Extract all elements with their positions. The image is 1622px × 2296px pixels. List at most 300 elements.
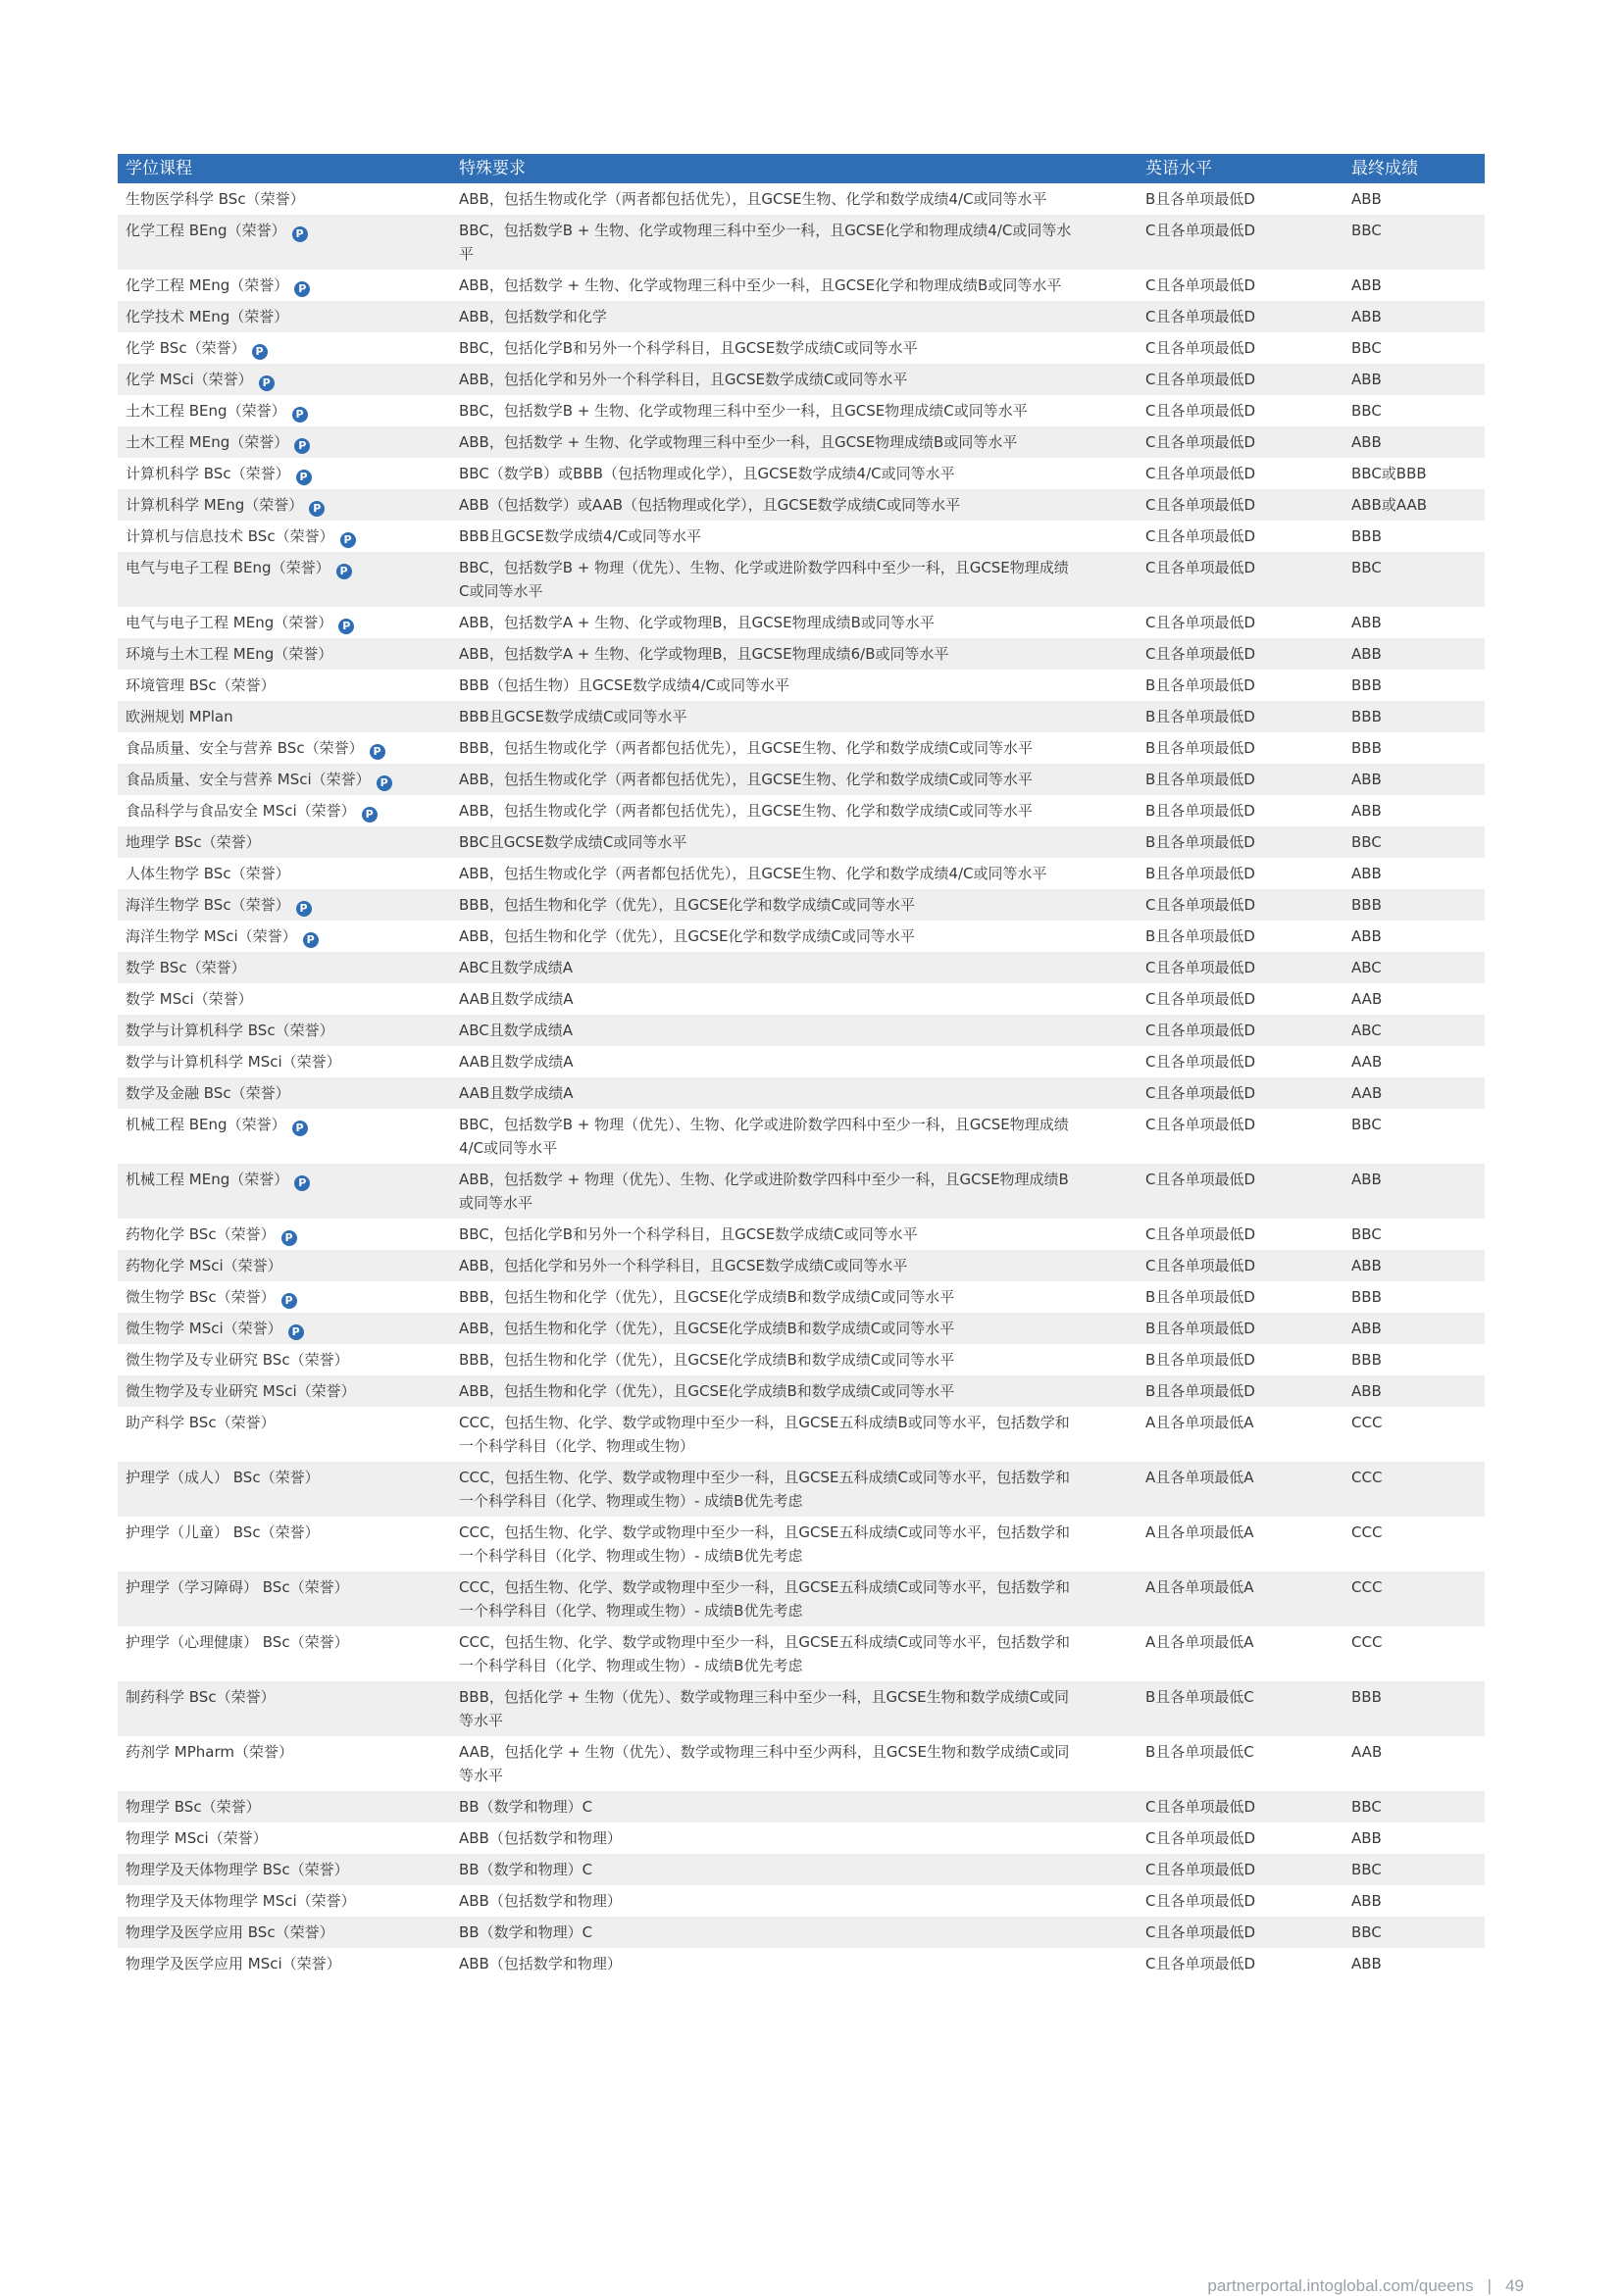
requirement-cell [451,1917,1138,1948]
pathway-p-icon: P [294,438,310,454]
final-grade-cell [1343,1077,1485,1109]
english-level-cell-text: C且各单项最低D [1145,1084,1256,1102]
course-cell-text: 化学 BSc（荣誉） [126,339,246,357]
requirement-cell [451,1109,1138,1164]
table-row [118,1281,1485,1313]
pathway-p-icon: P [296,901,312,917]
english-level-cell [1138,952,1343,983]
requirement-cell-text: BBB且GCSE数学成绩4/C或同等水平 [459,527,702,545]
requirement-cell [451,1375,1138,1407]
final-grade-cell-text: BBC [1351,339,1382,357]
table-row [118,983,1485,1015]
table-row [118,1791,1485,1822]
final-grade-cell-text: CCC [1351,1469,1383,1486]
requirement-cell-text: ABB，包括生物和化学（优先），且GCSE化学成绩B和数学成绩C或同等水平 [459,1382,955,1400]
english-level-cell-text: B且各单项最低D [1145,190,1255,208]
table-row [118,1736,1485,1791]
table-row [118,1517,1485,1572]
page-number: 49 [1505,2276,1524,2295]
requirement-cell-text: ABB，包括数学和化学 [459,308,607,325]
english-level-cell-text: C且各单项最低D [1145,896,1256,914]
requirement-cell-text: ABC且数学成绩A [459,1022,574,1039]
english-level-cell [1138,1313,1343,1344]
english-level-cell [1138,1572,1343,1626]
english-level-cell [1138,1822,1343,1854]
course-cell [118,1375,451,1407]
course-cell [118,183,451,215]
requirement-cell [451,552,1138,607]
requirement-cell-text: ABB，包括生物或化学（两者都包括优先），且GCSE生物、化学和数学成绩4/C或同等水平 [459,190,1047,208]
final-grade-cell-text: ABB [1351,371,1382,388]
table-row [118,1109,1485,1164]
final-grade-cell [1343,1219,1485,1250]
course-cell-text: 物理学及天体物理学 BSc（荣誉） [126,1861,349,1878]
english-level-cell [1138,1917,1343,1948]
english-level-cell-text: C且各单项最低D [1145,1829,1256,1847]
english-level-cell-text: B且各单项最低D [1145,739,1255,757]
requirement-cell [451,395,1138,426]
header-course: 学位课程 [118,154,451,183]
english-level-cell [1138,858,1343,889]
final-grade-cell-text: BBC [1351,559,1382,576]
table-row [118,889,1485,921]
english-level-cell [1138,332,1343,364]
requirement-cell [451,426,1138,458]
final-grade-cell-text: ABB [1351,1382,1382,1400]
course-cell [118,301,451,332]
course-cell [118,270,451,301]
requirement-cell-text: ABB，包括数学 + 物理（优先）、生物、化学或进阶数学四科中至少一科，且GCSE物理成绩B或同等水平 [459,1171,1069,1212]
final-grade-cell [1343,1517,1485,1572]
table-row [118,826,1485,858]
english-level-cell-text: A且各单项最低A [1145,1523,1254,1541]
table-row [118,332,1485,364]
final-grade-cell-text: BBB [1351,676,1382,694]
course-cell [118,1407,451,1462]
english-level-cell-text: C且各单项最低D [1145,1053,1256,1071]
requirement-cell-text: AAB且数学成绩A [459,1053,574,1071]
final-grade-cell [1343,607,1485,638]
final-grade-cell [1343,858,1485,889]
header-special-requirements: 特殊要求 [451,154,1138,183]
final-grade-cell-text: BBC [1351,1923,1382,1941]
english-level-cell [1138,764,1343,795]
pathway-p-icon: P [370,744,385,760]
pathway-p-icon: P [377,775,392,791]
english-level-cell-text: C且各单项最低D [1145,1955,1256,1972]
footer-url[interactable]: partnerportal.intoglobal.com/queens [1207,2276,1474,2295]
requirement-cell [451,1572,1138,1626]
english-level-cell [1138,670,1343,701]
course-cell [118,1917,451,1948]
course-cell-text: 微生物学 BSc（荣誉） [126,1288,276,1306]
requirement-cell [451,701,1138,732]
course-cell [118,952,451,983]
course-table-container [118,154,1485,1979]
english-level-cell-text: B且各单项最低D [1145,708,1255,725]
requirement-cell [451,332,1138,364]
course-cell-text: 助产科学 BSc（荣誉） [126,1414,276,1431]
english-level-cell-text: B且各单项最低D [1145,833,1255,851]
table-row [118,1344,1485,1375]
table-row [118,670,1485,701]
english-level-cell-text: B且各单项最低C [1145,1688,1254,1706]
table-row [118,921,1485,952]
final-grade-cell-text: ABC [1351,959,1382,976]
course-cell-text: 微生物学及专业研究 BSc（荣誉） [126,1351,349,1369]
course-cell [118,670,451,701]
english-level-cell [1138,521,1343,552]
english-level-cell [1138,1948,1343,1979]
final-grade-cell-text: ABB [1351,927,1382,945]
course-cell [118,1791,451,1822]
course-cell-text: 土木工程 BEng（荣誉） [126,402,286,420]
requirement-cell [451,921,1138,952]
final-grade-cell-text: ABB [1351,645,1382,663]
requirement-cell [451,1791,1138,1822]
english-level-cell [1138,215,1343,270]
final-grade-cell-text: BBB [1351,739,1382,757]
final-grade-cell [1343,1313,1485,1344]
requirement-cell-text: BBB（包括生物）且GCSE数学成绩4/C或同等水平 [459,676,790,694]
header-final-grade: 最终成绩 [1343,154,1485,183]
final-grade-cell-text: BBC [1351,833,1382,851]
table-row [118,426,1485,458]
requirement-cell [451,1281,1138,1313]
final-grade-cell [1343,426,1485,458]
course-cell [118,1462,451,1517]
pathway-p-icon: P [281,1230,297,1246]
course-cell-text: 护理学（成人） BSc（荣誉） [126,1469,320,1486]
final-grade-cell [1343,764,1485,795]
requirement-cell [451,1517,1138,1572]
requirement-cell-text: BBB，包括化学 + 生物（优先）、数学或物理三科中至少一科，且GCSE生物和数学成绩C或同等水平 [459,1688,1070,1729]
requirement-cell [451,795,1138,826]
table-row [118,552,1485,607]
english-level-cell-text: C且各单项最低D [1145,1171,1256,1188]
course-cell-text: 海洋生物学 MSci（荣誉） [126,927,297,945]
final-grade-cell [1343,1948,1485,1979]
requirement-cell [451,764,1138,795]
english-level-cell-text: B且各单项最低D [1145,1320,1255,1337]
final-grade-cell [1343,489,1485,521]
table-row [118,1462,1485,1517]
final-grade-cell [1343,1462,1485,1517]
pathway-p-icon: P [294,281,310,297]
course-cell-text: 计算机科学 MEng（荣誉） [126,496,304,514]
course-cell-text: 物理学 BSc（荣誉） [126,1798,261,1816]
requirement-cell-text: BBB，包括生物和化学（优先），且GCSE化学成绩B和数学成绩C或同等水平 [459,1288,955,1306]
requirement-cell-text: BBC，包括化学B和另外一个科学科目，且GCSE数学成绩C或同等水平 [459,339,918,357]
course-cell [118,889,451,921]
final-grade-cell-text: ABB [1351,1955,1382,1972]
final-grade-cell [1343,638,1485,670]
final-grade-cell-text: BBC [1351,1798,1382,1816]
requirement-cell-text: BBC且GCSE数学成绩C或同等水平 [459,833,687,851]
course-cell [118,795,451,826]
english-level-cell-text: C且各单项最低D [1145,371,1256,388]
english-level-cell-text: A且各单项最低A [1145,1414,1254,1431]
final-grade-cell-text: ABB [1351,190,1382,208]
course-cell-text: 数学及金融 BSc（荣誉） [126,1084,290,1102]
course-cell [118,1164,451,1219]
final-grade-cell [1343,1626,1485,1681]
final-grade-cell-text: AAB [1351,1053,1383,1071]
course-cell-text: 数学与计算机科学 MSci（荣誉） [126,1053,341,1071]
course-cell [118,764,451,795]
final-grade-cell [1343,552,1485,607]
course-cell [118,1948,451,1979]
requirement-cell-text: ABB，包括生物或化学（两者都包括优先），且GCSE生物、化学和数学成绩C或同等水平 [459,802,1033,820]
course-cell-text: 环境管理 BSc（荣誉） [126,676,276,694]
course-cell [118,1344,451,1375]
final-grade-cell-text: CCC [1351,1414,1383,1431]
course-cell-text: 化学工程 MEng（荣誉） [126,276,289,294]
course-cell-text: 微生物学 MSci（荣誉） [126,1320,282,1337]
course-cell-text: 土木工程 MEng（荣誉） [126,433,289,451]
table-row [118,701,1485,732]
table-row [118,489,1485,521]
course-cell [118,1681,451,1736]
requirement-cell [451,607,1138,638]
course-cell-text: 数学 BSc（荣誉） [126,959,246,976]
table-row [118,952,1485,983]
course-cell-text: 物理学及天体物理学 MSci（荣誉） [126,1892,356,1910]
english-level-cell [1138,607,1343,638]
requirement-cell-text: AAB且数学成绩A [459,990,574,1008]
final-grade-cell-text: ABB或AAB [1351,496,1428,514]
final-grade-cell-text: ABB [1351,1320,1382,1337]
course-cell-text: 物理学及医学应用 BSc（荣誉） [126,1923,334,1941]
final-grade-cell-text: ABB [1351,433,1382,451]
course-cell [118,395,451,426]
course-cell-text: 食品质量、安全与营养 MSci（荣誉） [126,771,371,788]
final-grade-cell [1343,1109,1485,1164]
requirement-cell-text: BB（数学和物理）C [459,1798,593,1816]
english-level-cell-text: A且各单项最低A [1145,1633,1254,1651]
requirement-cell [451,364,1138,395]
english-level-cell-text: A且各单项最低A [1145,1578,1254,1596]
course-cell [118,1219,451,1250]
pathway-p-icon: P [340,532,356,548]
pathway-p-icon: P [288,1324,304,1340]
requirement-cell-text: ABB，包括数学 + 生物、化学或物理三科中至少一科，且GCSE化学和物理成绩B或同等水平 [459,276,1062,294]
course-cell [118,1109,451,1164]
requirement-cell [451,489,1138,521]
english-level-cell [1138,270,1343,301]
final-grade-cell-text: BBB [1351,1288,1382,1306]
pathway-p-icon: P [338,619,354,634]
course-cell [118,826,451,858]
final-grade-cell-text: ABB [1351,1892,1382,1910]
final-grade-cell [1343,889,1485,921]
table-row [118,1917,1485,1948]
requirement-cell-text: ABB（包括数学和物理） [459,1955,622,1972]
table-row [118,732,1485,764]
course-cell-text: 护理学（心理健康） BSc（荣誉） [126,1633,349,1651]
course-cell-text: 数学 MSci（荣誉） [126,990,253,1008]
requirement-cell-text: BB（数学和物理）C [459,1861,593,1878]
final-grade-cell [1343,670,1485,701]
final-grade-cell-text: ABB [1351,1257,1382,1274]
requirement-cell-text: BBC，包括数学B + 物理（优先）、生物、化学或进阶数学四科中至少一科，且GCSE物理成绩C或同等水平 [459,559,1069,600]
english-level-cell-text: C且各单项最低D [1145,1225,1256,1243]
english-level-cell [1138,1681,1343,1736]
requirement-cell [451,301,1138,332]
pathway-p-icon: P [296,470,312,485]
english-level-cell [1138,1375,1343,1407]
requirement-cell [451,1407,1138,1462]
table-row [118,1164,1485,1219]
final-grade-cell-text: BBC [1351,402,1382,420]
requirement-cell-text: BBC，包括数学B + 物理（优先）、生物、化学或进阶数学四科中至少一科，且GCSE物理成绩4/C或同等水平 [459,1116,1069,1157]
requirement-cell [451,1313,1138,1344]
english-level-cell [1138,364,1343,395]
final-grade-cell-text: BBC或BBB [1351,465,1427,482]
english-level-cell [1138,732,1343,764]
requirement-cell [451,638,1138,670]
english-level-cell [1138,458,1343,489]
english-level-cell [1138,1791,1343,1822]
english-level-cell [1138,921,1343,952]
requirement-cell [451,1822,1138,1854]
requirement-cell-text: CCC，包括生物、化学、数学或物理中至少一科，且GCSE五科成绩C或同等水平，包括数学和一个科学科目（化学、物理或生物）- 成绩B优先考虑 [459,1469,1070,1510]
requirement-cell [451,1015,1138,1046]
english-level-cell [1138,1046,1343,1077]
requirement-cell [451,458,1138,489]
english-level-cell-text: C且各单项最低D [1145,1257,1256,1274]
english-level-cell [1138,1281,1343,1313]
pathway-p-icon: P [336,564,352,579]
english-level-cell-text: C且各单项最低D [1145,559,1256,576]
requirement-cell [451,1854,1138,1885]
english-level-cell [1138,1164,1343,1219]
course-cell [118,1281,451,1313]
course-cell-text: 药剂学 MPharm（荣誉） [126,1743,293,1761]
final-grade-cell [1343,1572,1485,1626]
table-row [118,1407,1485,1462]
pathway-p-icon: P [294,1175,310,1191]
table-row [118,458,1485,489]
pathway-p-icon: P [309,501,325,517]
english-level-cell-text: B且各单项最低D [1145,771,1255,788]
requirement-cell-text: AAB，包括化学 + 生物（优先）、数学或物理三科中至少两科，且GCSE生物和数学成绩C或同等水平 [459,1743,1070,1784]
requirement-cell [451,732,1138,764]
requirement-cell [451,1077,1138,1109]
course-cell-text: 药物化学 MSci（荣誉） [126,1257,282,1274]
requirement-cell-text: BBB且GCSE数学成绩C或同等水平 [459,708,687,725]
english-level-cell-text: C且各单项最低D [1145,465,1256,482]
requirement-cell-text: ABB，包括化学和另外一个科学科目，且GCSE数学成绩C或同等水平 [459,371,908,388]
final-grade-cell [1343,1917,1485,1948]
english-level-cell-text: C且各单项最低D [1145,1892,1256,1910]
table-row [118,1046,1485,1077]
requirement-cell [451,983,1138,1015]
final-grade-cell-text: ABB [1351,1171,1382,1188]
course-cell [118,426,451,458]
requirement-cell [451,858,1138,889]
table-row [118,1626,1485,1681]
english-level-cell [1138,701,1343,732]
final-grade-cell-text: CCC [1351,1633,1383,1651]
final-grade-cell-text: BBC [1351,1116,1382,1133]
table-row [118,215,1485,270]
english-level-cell [1138,1736,1343,1791]
requirement-cell-text: ABB，包括数学A + 生物、化学或物理B，且GCSE物理成绩6/B或同等水平 [459,645,949,663]
course-cell-text: 制药科学 BSc（荣誉） [126,1688,276,1706]
final-grade-cell-text: ABB [1351,276,1382,294]
final-grade-cell [1343,1791,1485,1822]
final-grade-cell [1343,921,1485,952]
final-grade-cell [1343,1375,1485,1407]
english-level-cell [1138,1462,1343,1517]
pathway-p-icon: P [281,1293,297,1309]
final-grade-cell [1343,301,1485,332]
final-grade-cell-text: AAB [1351,1084,1383,1102]
final-grade-cell-text: BBC [1351,1861,1382,1878]
course-cell [118,1736,451,1791]
requirement-cell [451,215,1138,270]
english-level-cell [1138,1517,1343,1572]
course-cell-text: 电气与电子工程 MEng（荣誉） [126,614,333,631]
english-level-cell [1138,1885,1343,1917]
requirement-cell-text: BBC（数学B）或BBB（包括物理或化学），且GCSE数学成绩4/C或同等水平 [459,465,955,482]
course-cell-text: 海洋生物学 BSc（荣誉） [126,896,290,914]
final-grade-cell [1343,1250,1485,1281]
course-cell [118,1885,451,1917]
course-cell [118,1626,451,1681]
final-grade-cell-text: CCC [1351,1578,1383,1596]
english-level-cell-text: B且各单项最低C [1145,1743,1254,1761]
final-grade-cell-text: AAB [1351,990,1383,1008]
course-cell [118,1046,451,1077]
requirement-cell-text: ABB（包括数学）或AAB（包括物理或化学），且GCSE数学成绩C或同等水平 [459,496,961,514]
final-grade-cell [1343,1854,1485,1885]
course-cell-text: 生物医学科学 BSc（荣誉） [126,190,305,208]
english-level-cell-text: C且各单项最低D [1145,339,1256,357]
english-level-cell [1138,889,1343,921]
course-cell-text: 环境与土木工程 MEng（荣誉） [126,645,333,663]
requirement-cell-text: BBB，包括生物或化学（两者都包括优先），且GCSE生物、化学和数学成绩C或同等水平 [459,739,1033,757]
table-row [118,1822,1485,1854]
english-level-cell-text: C且各单项最低D [1145,496,1256,514]
requirement-cell-text: CCC，包括生物、化学、数学或物理中至少一科，且GCSE五科成绩B或同等水平，包括数学和一个科学科目（化学、物理或生物） [459,1414,1070,1455]
final-grade-cell [1343,1885,1485,1917]
final-grade-cell [1343,983,1485,1015]
course-cell-text: 护理学（儿童） BSc（荣誉） [126,1523,320,1541]
course-cell-text: 机械工程 BEng（荣誉） [126,1116,286,1133]
final-grade-cell [1343,270,1485,301]
course-cell-text: 物理学 MSci（荣誉） [126,1829,268,1847]
final-grade-cell [1343,1344,1485,1375]
english-level-cell-text: C且各单项最低D [1145,276,1256,294]
course-cell [118,1854,451,1885]
english-level-cell [1138,1219,1343,1250]
requirement-cell [451,183,1138,215]
pathway-p-icon: P [259,375,275,391]
english-level-cell [1138,826,1343,858]
requirement-cell [451,1736,1138,1791]
table-row [118,795,1485,826]
english-level-cell [1138,638,1343,670]
final-grade-cell [1343,1681,1485,1736]
requirement-cell-text: BBC，包括数学B + 生物、化学或物理三科中至少一科，且GCSE物理成绩C或同等水平 [459,402,1028,420]
english-level-cell-text: B且各单项最低D [1145,1288,1255,1306]
english-level-cell-text: C且各单项最低D [1145,1798,1256,1816]
english-level-cell-text: B且各单项最低D [1145,1351,1255,1369]
course-cell [118,215,451,270]
course-cell [118,983,451,1015]
